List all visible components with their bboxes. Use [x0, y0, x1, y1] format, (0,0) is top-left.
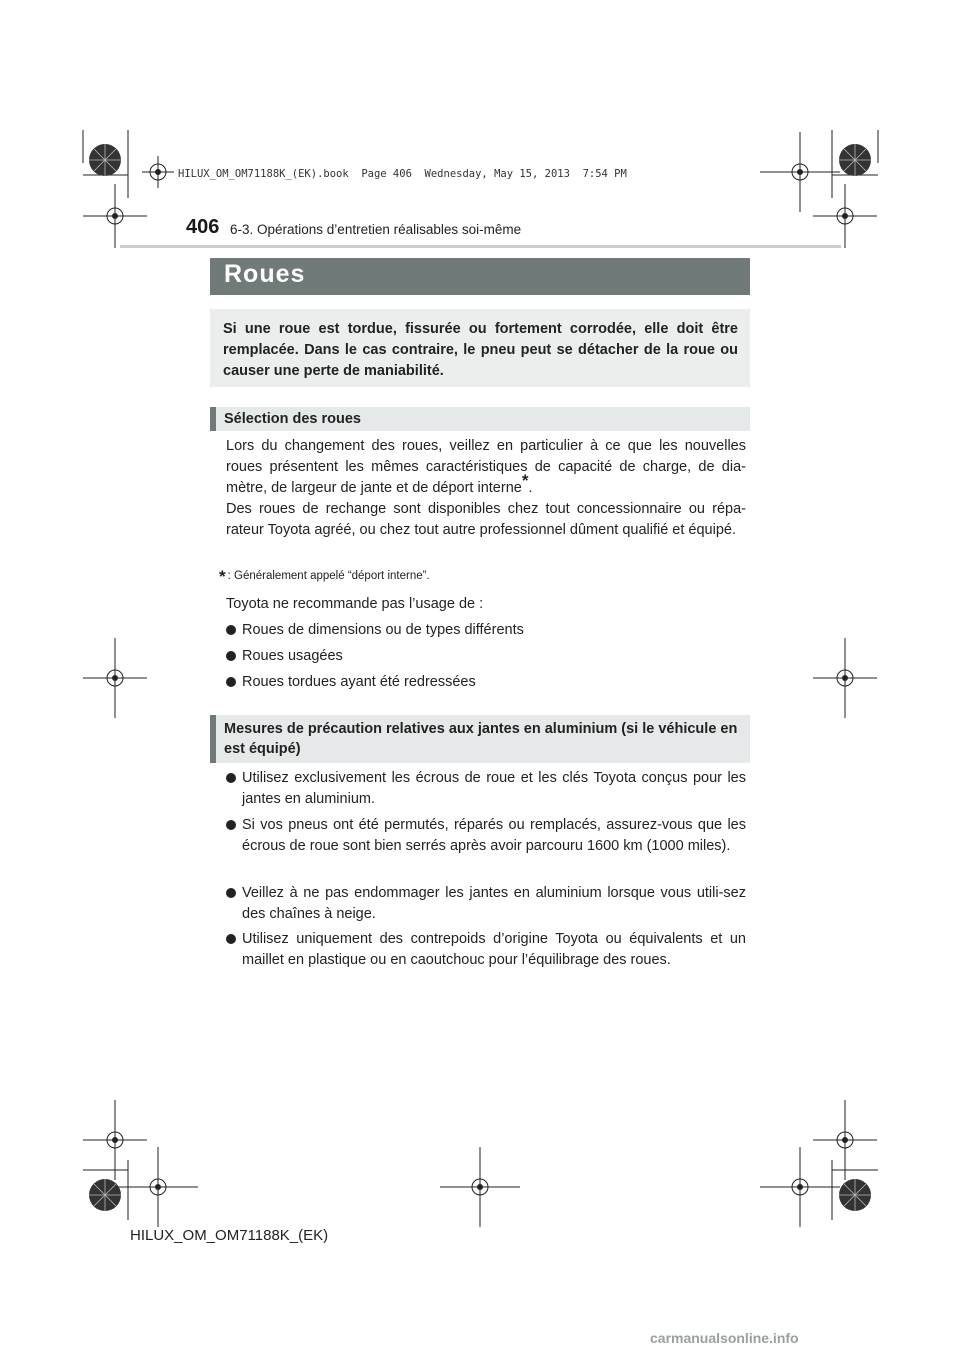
bullet-icon — [226, 888, 236, 898]
bullet-icon — [226, 677, 236, 687]
bullet-icon — [226, 820, 236, 830]
section-heading-aluminum-wheels: Mesures de précaution relatives aux jantes en aluminium (si le véhicule en est équipé) — [210, 715, 750, 763]
page-title: Roues — [224, 260, 306, 288]
footer-model-code: HILUX_OM_OM71188K_(EK) — [130, 1227, 329, 1244]
bullet-icon — [226, 934, 236, 944]
list-item: Veillez à ne pas endommager les jantes en aluminium lorsque vous utili-sez des chaînes à neige. — [226, 883, 746, 925]
page-title-bar — [210, 258, 750, 295]
bullet-icon — [226, 773, 236, 783]
selection-paragraph — [226, 436, 746, 499]
footnote — [219, 567, 430, 587]
section-reference: 6-3. Opérations d’entretien réalisables soi-même — [230, 222, 522, 237]
not-recommended-lead: Toyota ne recommande pas l’usage de : — [226, 596, 484, 612]
bullet-icon — [226, 625, 236, 635]
selection-paragraph-end: . — [528, 480, 533, 496]
list-item: Utilisez uniquement des contrepoids d’origine Toyota ou équivalents et un maillet en plastique ou en caoutchouc pour l’équilibrage des roues. — [226, 929, 746, 971]
footnote-reference: * — [521, 471, 529, 491]
print-info: HILUX_OM_OM71188K_(EK).book Page 406 Wednesday, May 15, 2013 7:54 PM — [178, 168, 627, 180]
footnote-text: : Généralement appelé “déport interne”. — [227, 570, 430, 582]
footnote-mark: * — [219, 567, 226, 586]
header-rule — [120, 245, 841, 248]
list-item: Utilisez exclusivement les écrous de roue et les clés Toyota conçus pour les jantes en aluminium. — [226, 768, 746, 810]
watermark: carmanualsonline.info — [650, 1330, 799, 1346]
section-heading-wheel-selection: Sélection des roues — [210, 407, 750, 431]
intro-text: Si une roue est tordue, fissurée ou fortement corrodée, elle doit être remplacée. Dans le cas contraire, le pneu peut se détacher de la roue ou causer une perte de maniabilité. — [223, 321, 738, 379]
list-item: Si vos pneus ont été permutés, réparés ou remplacés, assurez-vous que les écrous de roue sont bien serrés après avoir parcouru 1600 km (1000 miles). — [226, 815, 746, 857]
replacement-paragraph: Des roues de rechange sont disponibles chez tout concessionnaire ou répa-rateur Toyota agréé, ou chez tout autre professionnel dûment qualifié et équipé. — [226, 501, 746, 538]
list-item: Roues usagées — [226, 646, 746, 667]
bullet-icon — [226, 651, 236, 661]
intro-box — [210, 309, 750, 387]
selection-paragraph-text: Lors du changement des roues, veillez en particulier à ce que les nouvelles roues présentent les mêmes caractéristiques de capacité de charge, de dia-mètre, de largeur de jante et de déport interne — [226, 438, 746, 496]
page-number: 406 — [186, 216, 220, 238]
list-item: Roues tordues ayant été redressées — [226, 672, 746, 693]
list-item: Roues de dimensions ou de types différents — [226, 620, 746, 641]
